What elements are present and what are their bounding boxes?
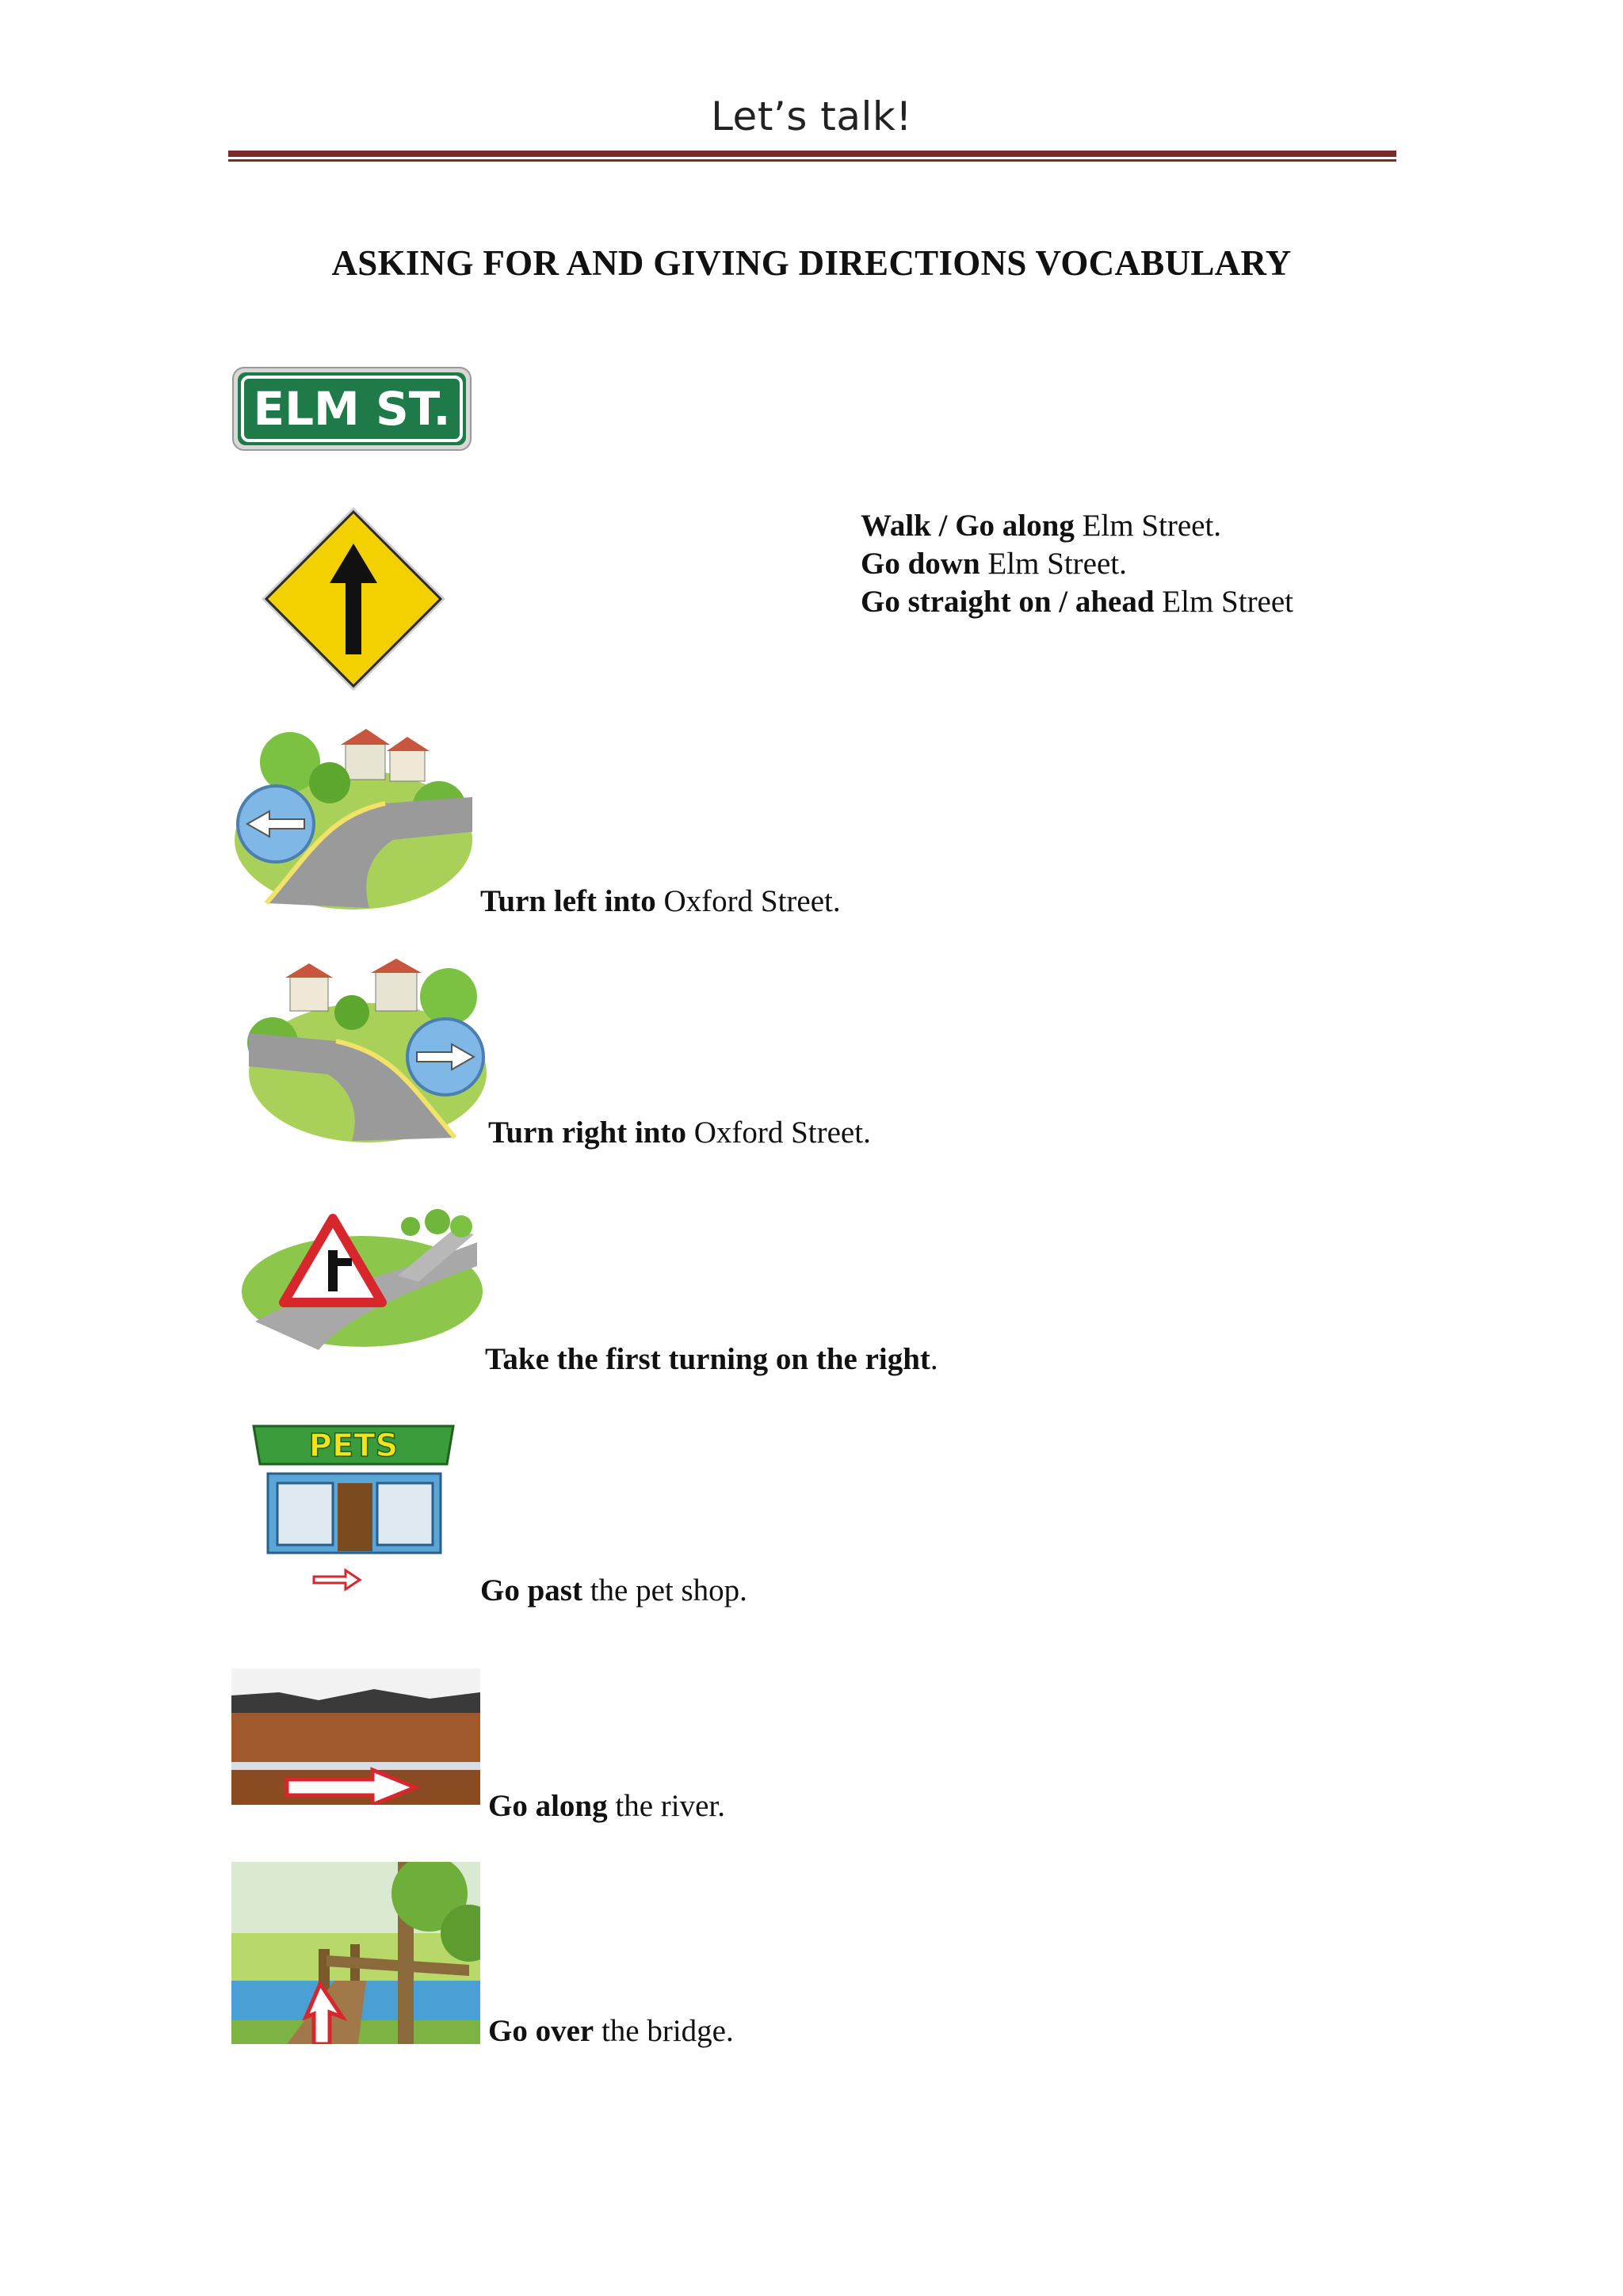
direction-turn-right: Turn right into Oxford Street. bbox=[488, 1116, 871, 1150]
direction-go-past: Go past the pet shop. bbox=[480, 1573, 747, 1608]
direction-first-turning: Take the first turning on the right. bbox=[485, 1342, 938, 1376]
turn-left-illustration bbox=[235, 721, 480, 911]
straight-ahead-sign-icon bbox=[258, 504, 449, 694]
direction-walk-along: Walk / Go along Elm Street. bbox=[861, 509, 1222, 543]
shop-sign-text: PETS bbox=[308, 1428, 399, 1464]
pet-shop-illustration bbox=[250, 1418, 456, 1592]
direction-go-over-bridge: Go over the bridge. bbox=[488, 2014, 734, 2048]
page-header-title: Let’s talk! bbox=[711, 93, 912, 139]
turn-right-illustration bbox=[241, 954, 491, 1144]
first-turning-right-illustration bbox=[239, 1203, 485, 1353]
direction-go-along-river: Go along the river. bbox=[488, 1789, 725, 1823]
street-sign-text: ELM ST. bbox=[253, 382, 451, 436]
direction-turn-left: Turn left into Oxford Street. bbox=[480, 884, 841, 918]
direction-go-straight: Go straight on / ahead Elm Street bbox=[861, 585, 1294, 619]
street-sign-illustration bbox=[231, 366, 472, 452]
header-rule bbox=[228, 151, 1396, 157]
direction-go-down: Go down Elm Street. bbox=[861, 547, 1127, 581]
document-title: ASKING FOR AND GIVING DIRECTIONS VOCABULARY bbox=[331, 243, 1292, 283]
bridge-illustration bbox=[231, 1862, 480, 2044]
header-rule-thin bbox=[228, 159, 1396, 162]
river-illustration bbox=[231, 1669, 480, 1805]
